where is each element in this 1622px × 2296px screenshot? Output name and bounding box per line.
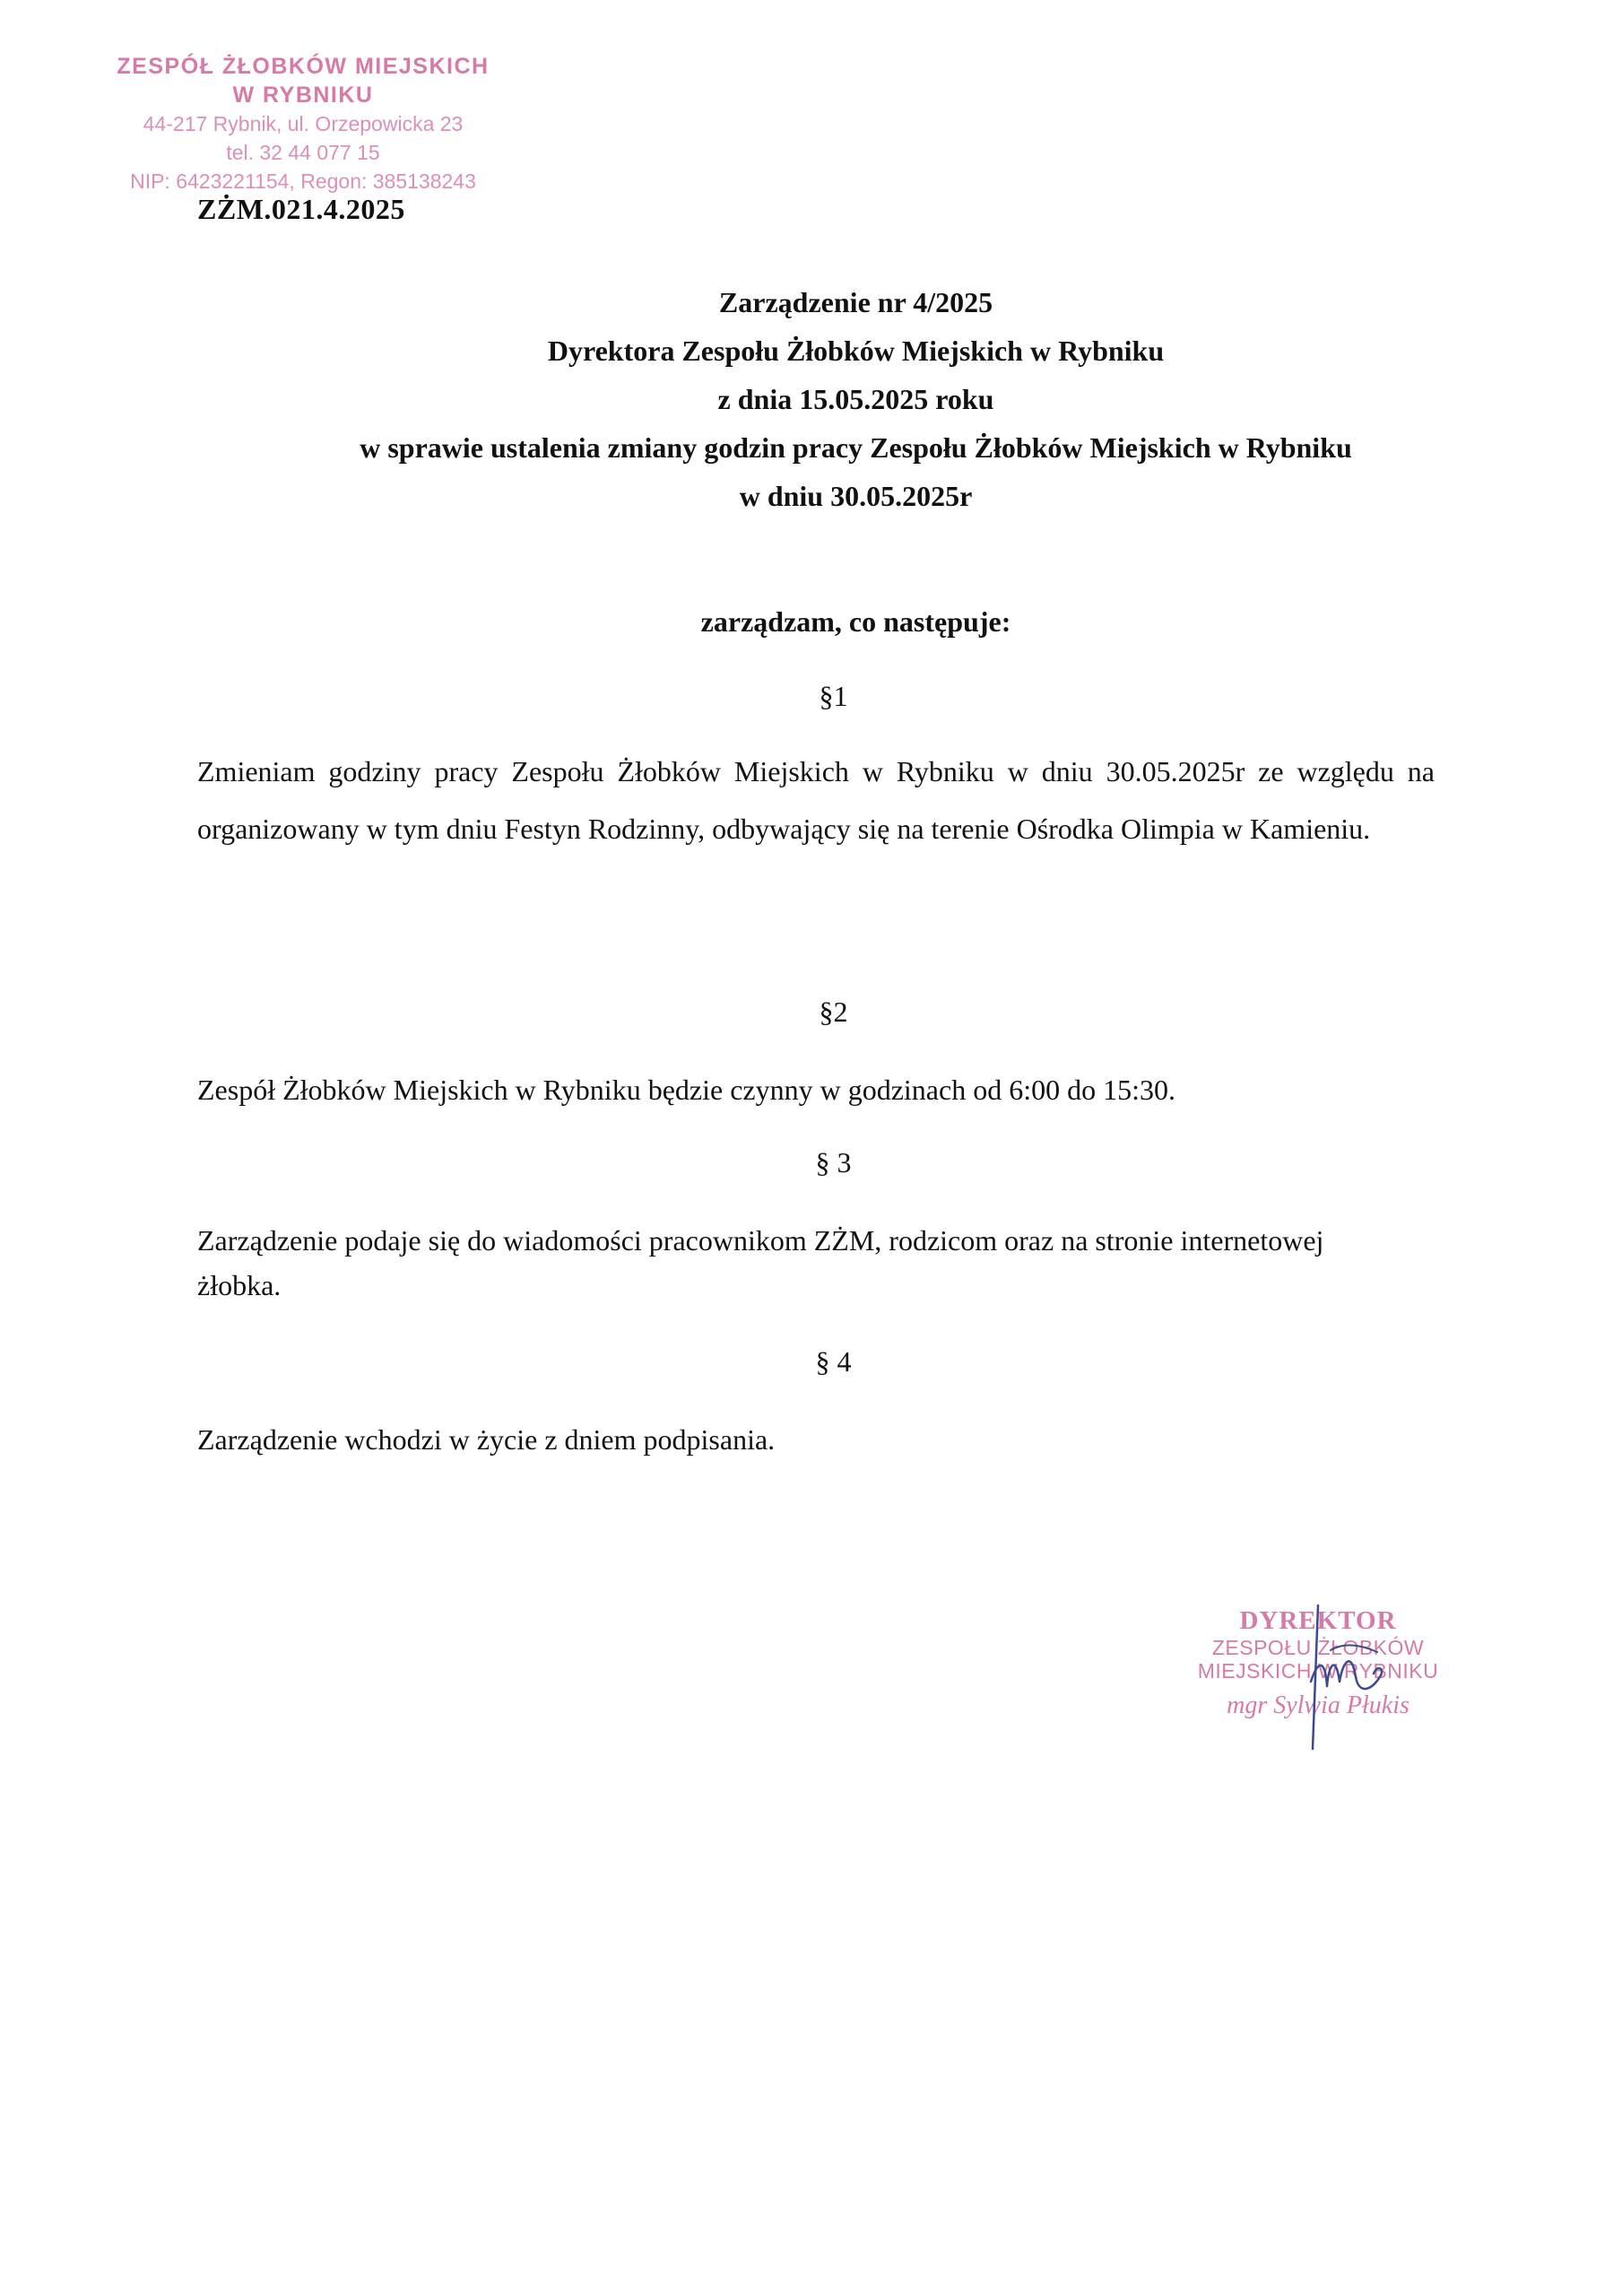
document-title — [0, 278, 1622, 520]
title-line-subject-date: w dniu 30.05.2025r — [739, 480, 973, 512]
stamp-institution-name: ZESPÓŁ ŻŁOBKÓW MIEJSKICH — [117, 54, 490, 79]
section-1-symbol: §1 — [819, 680, 848, 712]
section-4-text: Zarządzenie wchodzi w życie z dniem podpisania. — [197, 1423, 776, 1456]
title-line-issuer: Dyrektora Zespołu Żłobków Miejskich w Rybniku — [547, 335, 1165, 367]
stamp-director-name: mgr Sylwia Płukis — [1227, 1692, 1409, 1719]
title-line-ordinance-number: Zarządzenie nr 4/2025 — [718, 286, 993, 318]
handwritten-signature — [1291, 1596, 1399, 1758]
stamp-director-title: DYREKTOR — [1239, 1606, 1397, 1635]
title-line-date: z dnia 15.05.2025 roku — [717, 383, 994, 415]
institution-header-stamp — [106, 52, 500, 196]
section-3-symbol: § 3 — [815, 1146, 852, 1178]
section-2-symbol: §2 — [819, 996, 848, 1028]
document-reference-number: ZŻM.021.4.2025 — [197, 193, 405, 225]
section-2-text: Zespół Żłobków Miejskich w Rybniku będzie czynny w godzinach od 6:00 do 15:30. — [197, 1074, 1175, 1106]
stamp-phone: tel. 32 44 077 15 — [226, 141, 380, 164]
stamp-address: 44-217 Rybnik, ul. Orzepowicka 23 — [143, 112, 464, 135]
stamp-institution-city: W RYBNIKU — [232, 83, 374, 108]
stamp-director-institution: ZESPOŁU ŻŁOBKÓW — [1211, 1636, 1425, 1659]
preamble — [0, 605, 1622, 639]
section-4-symbol: § 4 — [815, 1345, 852, 1378]
section-1-text: Zmieniam godziny pracy Zespołu Żłobków Miejskich w Rybniku w dniu 30.05.2025r ze względu na organizowany w tym dniu Festyn Rodzinny, odbywający się na terenie Ośrodka Olimpia w Kamieniu. — [197, 755, 1435, 845]
stamp-director-city: MIEJSKICH W RYBNIKU — [1197, 1659, 1439, 1683]
title-line-subject: w sprawie ustalenia zmiany godzin pracy Zespołu Żłobków Miejskich w Rybniku — [360, 431, 1352, 464]
section-3-text: Zarządzenie podaje się do wiadomości pracownikom ZŻM, rodzicom oraz na stronie internetowej żłobka. — [197, 1224, 1324, 1301]
stamp-tax-ids: NIP: 6423221154, Regon: 385138243 — [130, 170, 476, 193]
preamble-text: zarządzam, co następuje: — [700, 605, 1011, 638]
